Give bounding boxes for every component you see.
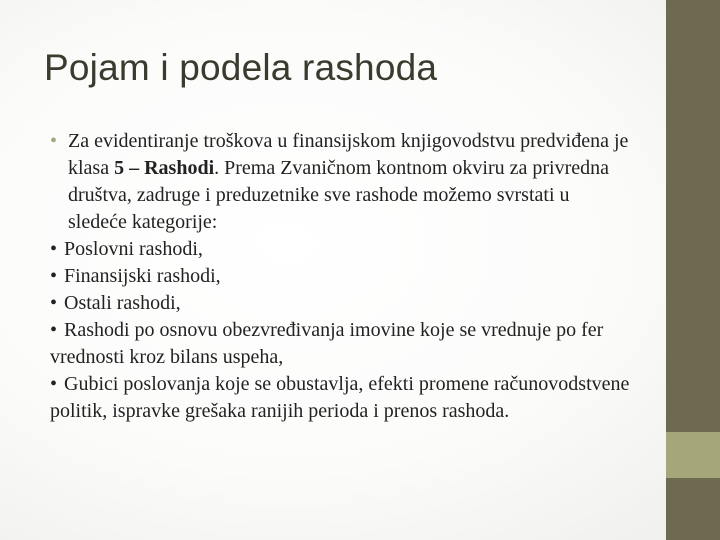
- list-item-obezvredjivanje: [50, 317, 630, 371]
- bullet-icon: •: [50, 292, 58, 314]
- slide-title: Pojam i podela rashoda: [44, 47, 438, 88]
- bullet-icon: •: [50, 238, 58, 260]
- list-item-finansijski: [50, 263, 630, 290]
- slide-body: [50, 128, 630, 425]
- list-item-text: Rashodi po osnovu obezvređivanja imovine koje se vrednuje po fer vrednosti kroz bilans uspeha,: [50, 319, 604, 368]
- list-item-poslovni: [50, 236, 630, 263]
- list-item-gubici: [50, 371, 630, 425]
- list-item-text: Poslovni rashodi,: [64, 238, 203, 260]
- bullet-icon: •: [50, 130, 58, 152]
- intro-text-part2: . Prema Zvaničnom kontnom okviru za privredna društva, zadruge i preduzetnike sve rashode možemo svrstati u sledeće kategorije:: [68, 157, 610, 233]
- list-item-text: Finansijski rashodi,: [64, 265, 221, 287]
- intro-text-bold: 5 – Rashodi: [114, 157, 215, 179]
- bullet-icon: •: [50, 319, 58, 341]
- bullet-icon: •: [50, 265, 58, 287]
- bullet-icon: •: [50, 373, 58, 395]
- intro-text-part1: Za evidentiranje troškova u finansijskom knjigovodstvu predviđena je klasa: [68, 130, 629, 179]
- list-item-text: Gubici poslovanja koje se obustavlja, efekti promene računovodstvene politik, ispravke grešaka ranijih perioda i prenos rashoda.: [50, 373, 630, 422]
- list-item-text: Ostali rashodi,: [64, 292, 181, 314]
- intro-paragraph: [50, 128, 630, 236]
- right-decor-accent: [666, 432, 720, 478]
- list-item-ostali: [50, 290, 630, 317]
